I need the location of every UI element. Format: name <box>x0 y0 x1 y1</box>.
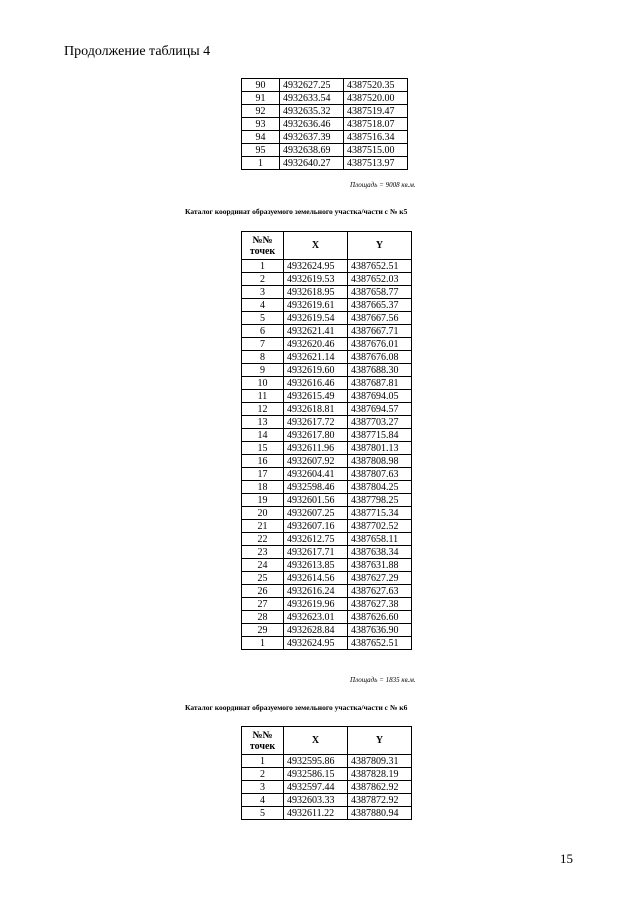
y-coordinate-cell: 4387658.77 <box>348 286 412 299</box>
table-row <box>242 403 412 416</box>
y-coordinate-cell: 4387627.63 <box>348 585 412 598</box>
y-coordinate-cell: 4387688.30 <box>348 364 412 377</box>
point-number-cell: 2 <box>242 273 284 286</box>
point-number-cell: 93 <box>242 118 280 131</box>
y-coordinate-cell: 4387652.51 <box>348 637 412 650</box>
point-number-cell: 3 <box>242 781 284 794</box>
table-row <box>242 390 412 403</box>
y-coordinate-cell: 4387513.97 <box>344 157 408 170</box>
y-coordinate-cell: 4387519.47 <box>344 105 408 118</box>
y-coordinate-cell: 4387636.90 <box>348 624 412 637</box>
table-row <box>242 338 412 351</box>
table-row <box>242 794 412 807</box>
point-number-cell: 5 <box>242 312 284 325</box>
y-coordinate-cell: 4387715.84 <box>348 429 412 442</box>
point-number-cell: 16 <box>242 455 284 468</box>
table-row <box>242 494 412 507</box>
x-coordinate-cell: 4932598.46 <box>284 481 348 494</box>
table-row <box>242 781 412 794</box>
point-number-cell: 13 <box>242 416 284 429</box>
table-row <box>242 416 412 429</box>
x-coordinate-cell: 4932621.14 <box>284 351 348 364</box>
x-coordinate-cell: 4932604.41 <box>284 468 348 481</box>
x-coordinate-cell: 4932612.75 <box>284 533 348 546</box>
x-coordinate-cell: 4932611.96 <box>284 442 348 455</box>
table-row <box>242 533 412 546</box>
table-row <box>242 79 408 92</box>
x-coordinate-cell: 4932628.84 <box>284 624 348 637</box>
table-row <box>242 507 412 520</box>
table-body <box>242 755 412 820</box>
table-body <box>242 260 412 650</box>
table-row <box>242 598 412 611</box>
x-coordinate-cell: 4932627.25 <box>280 79 344 92</box>
y-coordinate-cell: 4387880.94 <box>348 807 412 820</box>
point-number-cell: 23 <box>242 546 284 559</box>
y-coordinate-cell: 4387652.03 <box>348 273 412 286</box>
point-number-cell: 4 <box>242 299 284 312</box>
y-coordinate-cell: 4387520.35 <box>344 79 408 92</box>
x-coordinate-cell: 4932618.95 <box>284 286 348 299</box>
point-number-cell: 1 <box>242 260 284 273</box>
column-header-y: Y <box>348 232 412 260</box>
table-row <box>242 157 408 170</box>
x-coordinate-cell: 4932617.72 <box>284 416 348 429</box>
point-number-cell: 19 <box>242 494 284 507</box>
x-coordinate-cell: 4932603.33 <box>284 794 348 807</box>
y-coordinate-cell: 4387798.25 <box>348 494 412 507</box>
x-coordinate-cell: 4932595.86 <box>284 755 348 768</box>
y-coordinate-cell: 4387702.52 <box>348 520 412 533</box>
table-row <box>242 768 412 781</box>
table-row <box>242 559 412 572</box>
y-coordinate-cell: 4387694.57 <box>348 403 412 416</box>
x-coordinate-cell: 4932618.81 <box>284 403 348 416</box>
y-coordinate-cell: 4387862.92 <box>348 781 412 794</box>
column-header-x: X <box>284 727 348 755</box>
point-number-cell: 5 <box>242 807 284 820</box>
y-coordinate-cell: 4387801.13 <box>348 442 412 455</box>
x-coordinate-cell: 4932619.53 <box>284 273 348 286</box>
y-coordinate-cell: 4387676.01 <box>348 338 412 351</box>
y-coordinate-cell: 4387715.34 <box>348 507 412 520</box>
y-coordinate-cell: 4387807.63 <box>348 468 412 481</box>
catalog-caption-k6: Каталог координат образуемого земельного участка/части с № к6 <box>185 703 408 712</box>
column-header-y: Y <box>348 727 412 755</box>
y-coordinate-cell: 4387638.34 <box>348 546 412 559</box>
table-row <box>242 481 412 494</box>
table-row <box>242 624 412 637</box>
x-coordinate-cell: 4932624.95 <box>284 260 348 273</box>
x-coordinate-cell: 4932611.22 <box>284 807 348 820</box>
page-heading: Продолжение таблицы 4 <box>64 44 211 59</box>
point-number-cell: 11 <box>242 390 284 403</box>
column-header-num: №№ точек <box>242 727 284 755</box>
x-coordinate-cell: 4932615.49 <box>284 390 348 403</box>
y-coordinate-cell: 4387518.07 <box>344 118 408 131</box>
y-coordinate-cell: 4387808.98 <box>348 455 412 468</box>
point-number-cell: 1 <box>242 637 284 650</box>
point-number-cell: 1 <box>242 157 280 170</box>
point-number-cell: 8 <box>242 351 284 364</box>
y-coordinate-cell: 4387694.05 <box>348 390 412 403</box>
header-row <box>242 232 412 260</box>
x-coordinate-cell: 4932624.95 <box>284 637 348 650</box>
table-row <box>242 455 412 468</box>
table-row <box>242 118 408 131</box>
table-row <box>242 611 412 624</box>
x-coordinate-cell: 4932635.32 <box>280 105 344 118</box>
y-coordinate-cell: 4387652.51 <box>348 260 412 273</box>
point-number-cell: 92 <box>242 105 280 118</box>
table-row <box>242 273 412 286</box>
point-number-cell: 27 <box>242 598 284 611</box>
table-row <box>242 105 408 118</box>
y-coordinate-cell: 4387631.88 <box>348 559 412 572</box>
table-row <box>242 807 412 820</box>
table-row <box>242 637 412 650</box>
point-number-cell: 12 <box>242 403 284 416</box>
point-number-cell: 18 <box>242 481 284 494</box>
catalog-caption-k5: Каталог координат образуемого земельного участка/части с № к5 <box>185 207 408 216</box>
x-coordinate-cell: 4932633.54 <box>280 92 344 105</box>
y-coordinate-cell: 4387809.31 <box>348 755 412 768</box>
y-coordinate-cell: 4387676.08 <box>348 351 412 364</box>
point-number-cell: 15 <box>242 442 284 455</box>
x-coordinate-cell: 4932607.92 <box>284 455 348 468</box>
x-coordinate-cell: 4932640.27 <box>280 157 344 170</box>
point-number-cell: 3 <box>242 286 284 299</box>
coordinate-table-k6 <box>241 726 412 820</box>
y-coordinate-cell: 4387828.19 <box>348 768 412 781</box>
y-coordinate-cell: 4387667.71 <box>348 325 412 338</box>
table-row <box>242 520 412 533</box>
point-number-cell: 95 <box>242 144 280 157</box>
x-coordinate-cell: 4932597.44 <box>284 781 348 794</box>
table-row <box>242 429 412 442</box>
x-coordinate-cell: 4932619.60 <box>284 364 348 377</box>
y-coordinate-cell: 4387665.37 <box>348 299 412 312</box>
y-coordinate-cell: 4387627.38 <box>348 598 412 611</box>
point-number-cell: 29 <box>242 624 284 637</box>
point-number-cell: 21 <box>242 520 284 533</box>
y-coordinate-cell: 4387658.11 <box>348 533 412 546</box>
table-row <box>242 468 412 481</box>
table-row <box>242 546 412 559</box>
coordinate-table-continued <box>241 78 408 170</box>
table-row <box>242 572 412 585</box>
point-number-cell: 28 <box>242 611 284 624</box>
table-row <box>242 286 412 299</box>
point-number-cell: 6 <box>242 325 284 338</box>
x-coordinate-cell: 4932614.56 <box>284 572 348 585</box>
point-number-cell: 25 <box>242 572 284 585</box>
point-number-cell: 10 <box>242 377 284 390</box>
x-coordinate-cell: 4932607.25 <box>284 507 348 520</box>
x-coordinate-cell: 4932616.46 <box>284 377 348 390</box>
table-row <box>242 144 408 157</box>
x-coordinate-cell: 4932586.15 <box>284 768 348 781</box>
y-coordinate-cell: 4387515.00 <box>344 144 408 157</box>
y-coordinate-cell: 4387687.81 <box>348 377 412 390</box>
point-number-cell: 17 <box>242 468 284 481</box>
table-row <box>242 364 412 377</box>
x-coordinate-cell: 4932617.71 <box>284 546 348 559</box>
y-coordinate-cell: 4387804.25 <box>348 481 412 494</box>
table-row <box>242 755 412 768</box>
y-coordinate-cell: 4387520.00 <box>344 92 408 105</box>
point-number-cell: 90 <box>242 79 280 92</box>
point-number-cell: 91 <box>242 92 280 105</box>
y-coordinate-cell: 4387667.56 <box>348 312 412 325</box>
x-coordinate-cell: 4932620.46 <box>284 338 348 351</box>
point-number-cell: 22 <box>242 533 284 546</box>
point-number-cell: 4 <box>242 794 284 807</box>
header-row <box>242 727 412 755</box>
table-row <box>242 585 412 598</box>
table-row <box>242 92 408 105</box>
page-number: 15 <box>560 851 573 866</box>
x-coordinate-cell: 4932638.69 <box>280 144 344 157</box>
point-number-cell: 94 <box>242 131 280 144</box>
x-coordinate-cell: 4932601.56 <box>284 494 348 507</box>
x-coordinate-cell: 4932619.54 <box>284 312 348 325</box>
column-header-num: №№ точек <box>242 232 284 260</box>
y-coordinate-cell: 4387626.60 <box>348 611 412 624</box>
table-row <box>242 131 408 144</box>
y-coordinate-cell: 4387872.92 <box>348 794 412 807</box>
x-coordinate-cell: 4932623.01 <box>284 611 348 624</box>
table-row <box>242 377 412 390</box>
point-number-cell: 26 <box>242 585 284 598</box>
x-coordinate-cell: 4932636.46 <box>280 118 344 131</box>
point-number-cell: 14 <box>242 429 284 442</box>
table-row <box>242 325 412 338</box>
table-row <box>242 351 412 364</box>
x-coordinate-cell: 4932617.80 <box>284 429 348 442</box>
table-body <box>242 79 408 170</box>
coordinate-table-k5 <box>241 231 412 650</box>
point-number-cell: 1 <box>242 755 284 768</box>
area-label-k5: Площадь = 1835 кв.м. <box>350 676 416 684</box>
y-coordinate-cell: 4387627.29 <box>348 572 412 585</box>
area-label-continued: Площадь = 9008 кв.м. <box>350 181 416 189</box>
table-row <box>242 260 412 273</box>
table-row <box>242 442 412 455</box>
column-header-x: X <box>284 232 348 260</box>
point-number-cell: 7 <box>242 338 284 351</box>
point-number-cell: 20 <box>242 507 284 520</box>
table-row <box>242 312 412 325</box>
table-row <box>242 299 412 312</box>
point-number-cell: 2 <box>242 768 284 781</box>
point-number-cell: 24 <box>242 559 284 572</box>
x-coordinate-cell: 4932619.96 <box>284 598 348 611</box>
x-coordinate-cell: 4932613.85 <box>284 559 348 572</box>
x-coordinate-cell: 4932616.24 <box>284 585 348 598</box>
y-coordinate-cell: 4387516.34 <box>344 131 408 144</box>
y-coordinate-cell: 4387703.27 <box>348 416 412 429</box>
x-coordinate-cell: 4932637.39 <box>280 131 344 144</box>
x-coordinate-cell: 4932607.16 <box>284 520 348 533</box>
point-number-cell: 9 <box>242 364 284 377</box>
x-coordinate-cell: 4932621.41 <box>284 325 348 338</box>
x-coordinate-cell: 4932619.61 <box>284 299 348 312</box>
